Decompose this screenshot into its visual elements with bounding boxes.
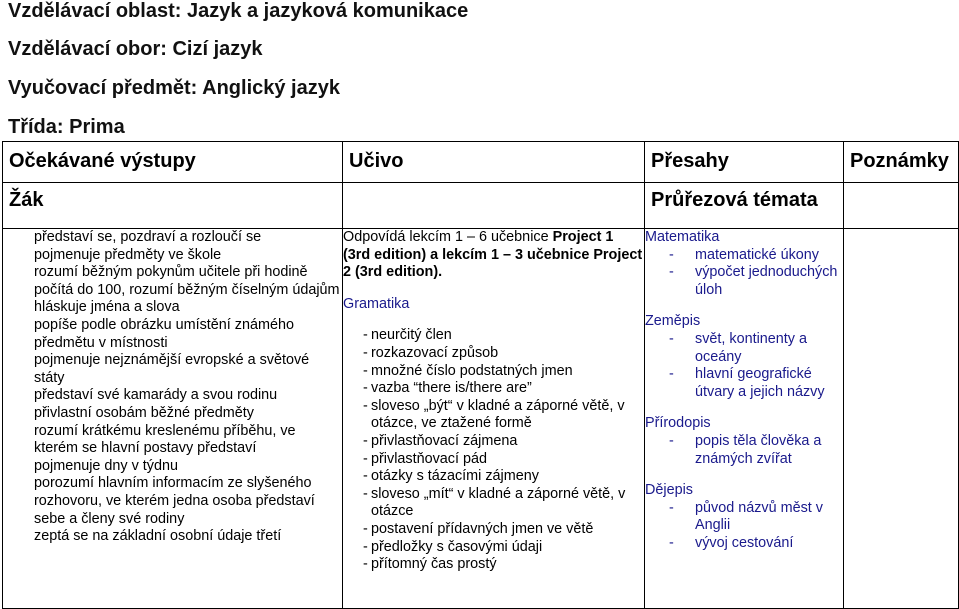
dash-bullet [0,299,3,317]
dash-bullet [0,264,3,282]
subject-title: Přírodopis [645,415,711,432]
dash-bullet: - [363,520,368,537]
col-header-links: Přesahy [645,142,844,183]
subject-item [645,433,843,468]
subject-group [645,482,843,552]
subheader-cross-topics: Průřezová témata [645,183,844,229]
subject-item [645,331,843,366]
grammar-title: Gramatika [343,295,410,312]
header-row [3,142,959,183]
dash-bullet: - [363,450,368,467]
grammar-item [343,486,644,521]
list-item-text: popíše podle obrázku umístění známého předmětu v místnosti [34,316,294,351]
subheader-row [3,183,959,229]
list-item-text: předložky s časovými údaji [371,538,543,555]
dash-bullet: - [363,538,368,555]
grammar-item [343,556,644,574]
subject-items [645,500,843,553]
dash-bullet: - [363,344,368,361]
list-item-text: hlavní geografické útvary a jejich názvy [695,366,825,400]
list-item-text: přítomný čas prostý [371,556,497,573]
grammar-item [343,539,644,557]
grammar-item [343,433,644,451]
dash-bullet: - [669,534,674,551]
subject-title: Zeměpis [645,313,701,330]
list-item-text: rozumí krátkému kreslenému příběhu, ve kterém se hlavní postavy představí [34,422,296,457]
dash-bullet [0,247,3,265]
subject-items [645,433,843,468]
list-item-text: sloveso „mít“ v kladné a záporné větě, v otázce [371,485,626,520]
list-item-text: představí své kamarády a svou rodinu [34,387,278,404]
notes-cell [844,229,959,609]
subject-item [645,247,843,265]
grammar-item [343,451,644,469]
list-item-text: počítá do 100, rozumí běžným číselným údajům [34,281,340,298]
heading-predmet: Vyučovací předmět: Anglický jazyk [8,77,340,99]
dash-bullet [0,352,3,370]
list-item-text: přivlastní osobám běžné předměty [34,404,254,421]
grammar-item [343,398,644,433]
output-item [3,282,342,300]
dash-bullet: - [669,246,674,263]
subject-item [645,264,843,299]
subject-group [645,229,843,299]
list-item-text: rozkazovací způsob [371,344,499,361]
output-item [3,475,342,528]
subheader-pupil: Žák [3,183,343,229]
heading-trida: Třída: Prima [8,116,125,138]
col-header-curriculum: Učivo [343,142,645,183]
curriculum-table [2,141,959,609]
output-item [3,423,342,458]
dash-bullet [0,405,3,423]
col-header-notes: Poznámky [844,142,959,183]
grammar-item [343,468,644,486]
dash-bullet: - [669,432,674,449]
list-item-text: matematické úkony [695,246,819,263]
output-item [3,264,342,282]
list-item-text: zeptá se na základní osobní údaje třetí [34,528,282,545]
list-item-text: neurčitý člen [371,327,452,344]
subject-group [645,313,843,401]
list-item-text: přivlastňovací pád [371,450,487,467]
list-item-text: vazba “there is/there are” [371,380,532,397]
list-item-text: hláskuje jména a slova [34,299,180,316]
col-header-outputs: Očekávané výstupy [3,142,343,183]
dash-bullet [0,229,3,247]
grammar-item [343,521,644,539]
subject-item [645,500,843,535]
output-item [3,299,342,317]
list-item-text: původ názvů měst v Anglii [695,499,823,534]
dash-bullet: - [363,327,368,344]
links-cell [645,229,844,609]
output-item [3,247,342,265]
dash-bullet [0,458,3,476]
dash-bullet: - [669,499,674,516]
output-item [3,229,342,247]
output-item [3,458,342,476]
list-item-text: množné číslo podstatných jmen [371,362,573,379]
links-list [645,229,843,553]
dash-bullet: - [669,264,674,281]
dash-bullet: - [363,432,368,449]
dash-bullet: - [669,330,674,347]
textbook-reference: Odpovídá lekcím 1 – 6 učebnice Project 1 (3rd edition) a lekcím 1 – 3 učebnice Project 2 (3rd edition). [343,229,643,281]
dash-bullet [0,317,3,335]
list-item-text: pojmenuje dny v týdnu [34,457,178,474]
list-item-text: vývoj cestování [695,534,794,551]
dash-bullet: - [363,380,368,397]
list-item-text: sloveso „být“ v kladné a záporné větě, v otázce, ve ztažené formě [371,397,625,432]
list-item-text: výpočet jednoduchých úloh [695,264,838,298]
grammar-item [343,327,644,345]
subject-item [645,535,843,553]
subject-items [645,331,843,401]
dash-bullet: - [363,468,368,485]
list-item-text: otázky s tázacími zájmeny [371,468,539,485]
heading-oblast: Vzdělávací oblast: Jazyk a jazyková komunikace [8,0,469,22]
outputs-cell [3,229,343,609]
dash-bullet: - [363,485,368,502]
list-item-text: svět, kontinenty a oceány [695,330,807,365]
output-item [3,352,342,387]
grammar-item [343,345,644,363]
list-item-text: rozumí běžným pokynům učitele při hodině [34,264,308,281]
grammar-item [343,363,644,381]
grammar-item [343,380,644,398]
subject-title: Matematika [645,229,720,245]
output-item [3,317,342,352]
dash-bullet [0,423,3,441]
list-item-text: postavení přídavných jmen ve větě [371,520,594,537]
output-item [3,405,342,423]
dash-bullet [0,282,3,300]
list-item-text: popis těla člověka a známých zvířat [695,432,822,467]
dash-bullet: - [363,556,368,573]
list-item-text: přivlastňovací zájmena [371,432,518,449]
output-item [3,387,342,405]
grammar-list [343,327,644,573]
dash-bullet [0,475,3,493]
dash-bullet: - [669,366,674,383]
content-row [3,229,959,609]
subject-title: Dějepis [645,482,693,499]
dash-bullet [0,528,3,546]
outputs-list [3,229,342,546]
subject-group [645,415,843,468]
subject-items [645,247,843,300]
list-item-text: pojmenuje předměty ve škole [34,246,222,263]
dash-bullet: - [363,397,368,414]
curriculum-cell [343,229,645,609]
list-item-text: porozumí hlavním informacím ze slyšeného rozhovoru, ve kterém jedna osoba představí sebe a členy své rodiny [34,475,315,527]
list-item-text: pojmenuje nejznámější evropské a světové státy [34,352,310,386]
output-item [3,528,342,546]
list-item-text: představí se, pozdraví a rozloučí se [34,229,262,245]
dash-bullet [0,387,3,405]
heading-obor: Vzdělávací obor: Cizí jazyk [8,38,263,60]
dash-bullet: - [363,362,368,379]
subject-item [645,366,843,401]
